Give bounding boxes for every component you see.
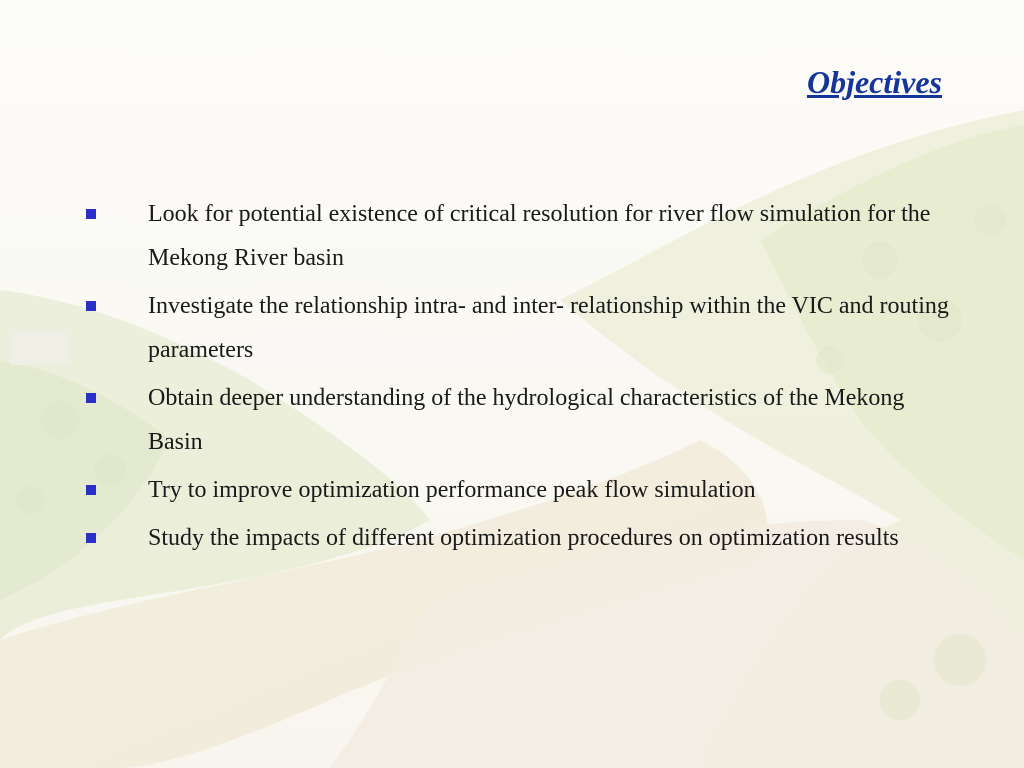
slide-title: Objectives [806, 64, 942, 100]
bullet-text: Obtain deeper understanding of the hydrological characteristics of the Mekong Basin [148, 385, 905, 455]
list-item [86, 284, 956, 372]
objectives-list [86, 192, 956, 564]
bullet-text: Investigate the relationship intra- and inter- relationship within the VIC and routing parameters [148, 293, 949, 363]
bullet-text: Try to improve optimization performance peak flow simulation [148, 477, 756, 503]
list-item [86, 468, 956, 512]
list-item [86, 516, 956, 560]
square-bullet-icon [86, 485, 96, 495]
list-item [86, 192, 956, 280]
square-bullet-icon [86, 393, 96, 403]
square-bullet-icon [86, 209, 96, 219]
bullet-text: Look for potential existence of critical resolution for river flow simulation for the Mekong River basin [148, 201, 931, 271]
bullet-text: Study the impacts of different optimization procedures on optimization results [148, 525, 899, 551]
square-bullet-icon [86, 533, 96, 543]
list-item [86, 376, 956, 464]
square-bullet-icon [86, 301, 96, 311]
